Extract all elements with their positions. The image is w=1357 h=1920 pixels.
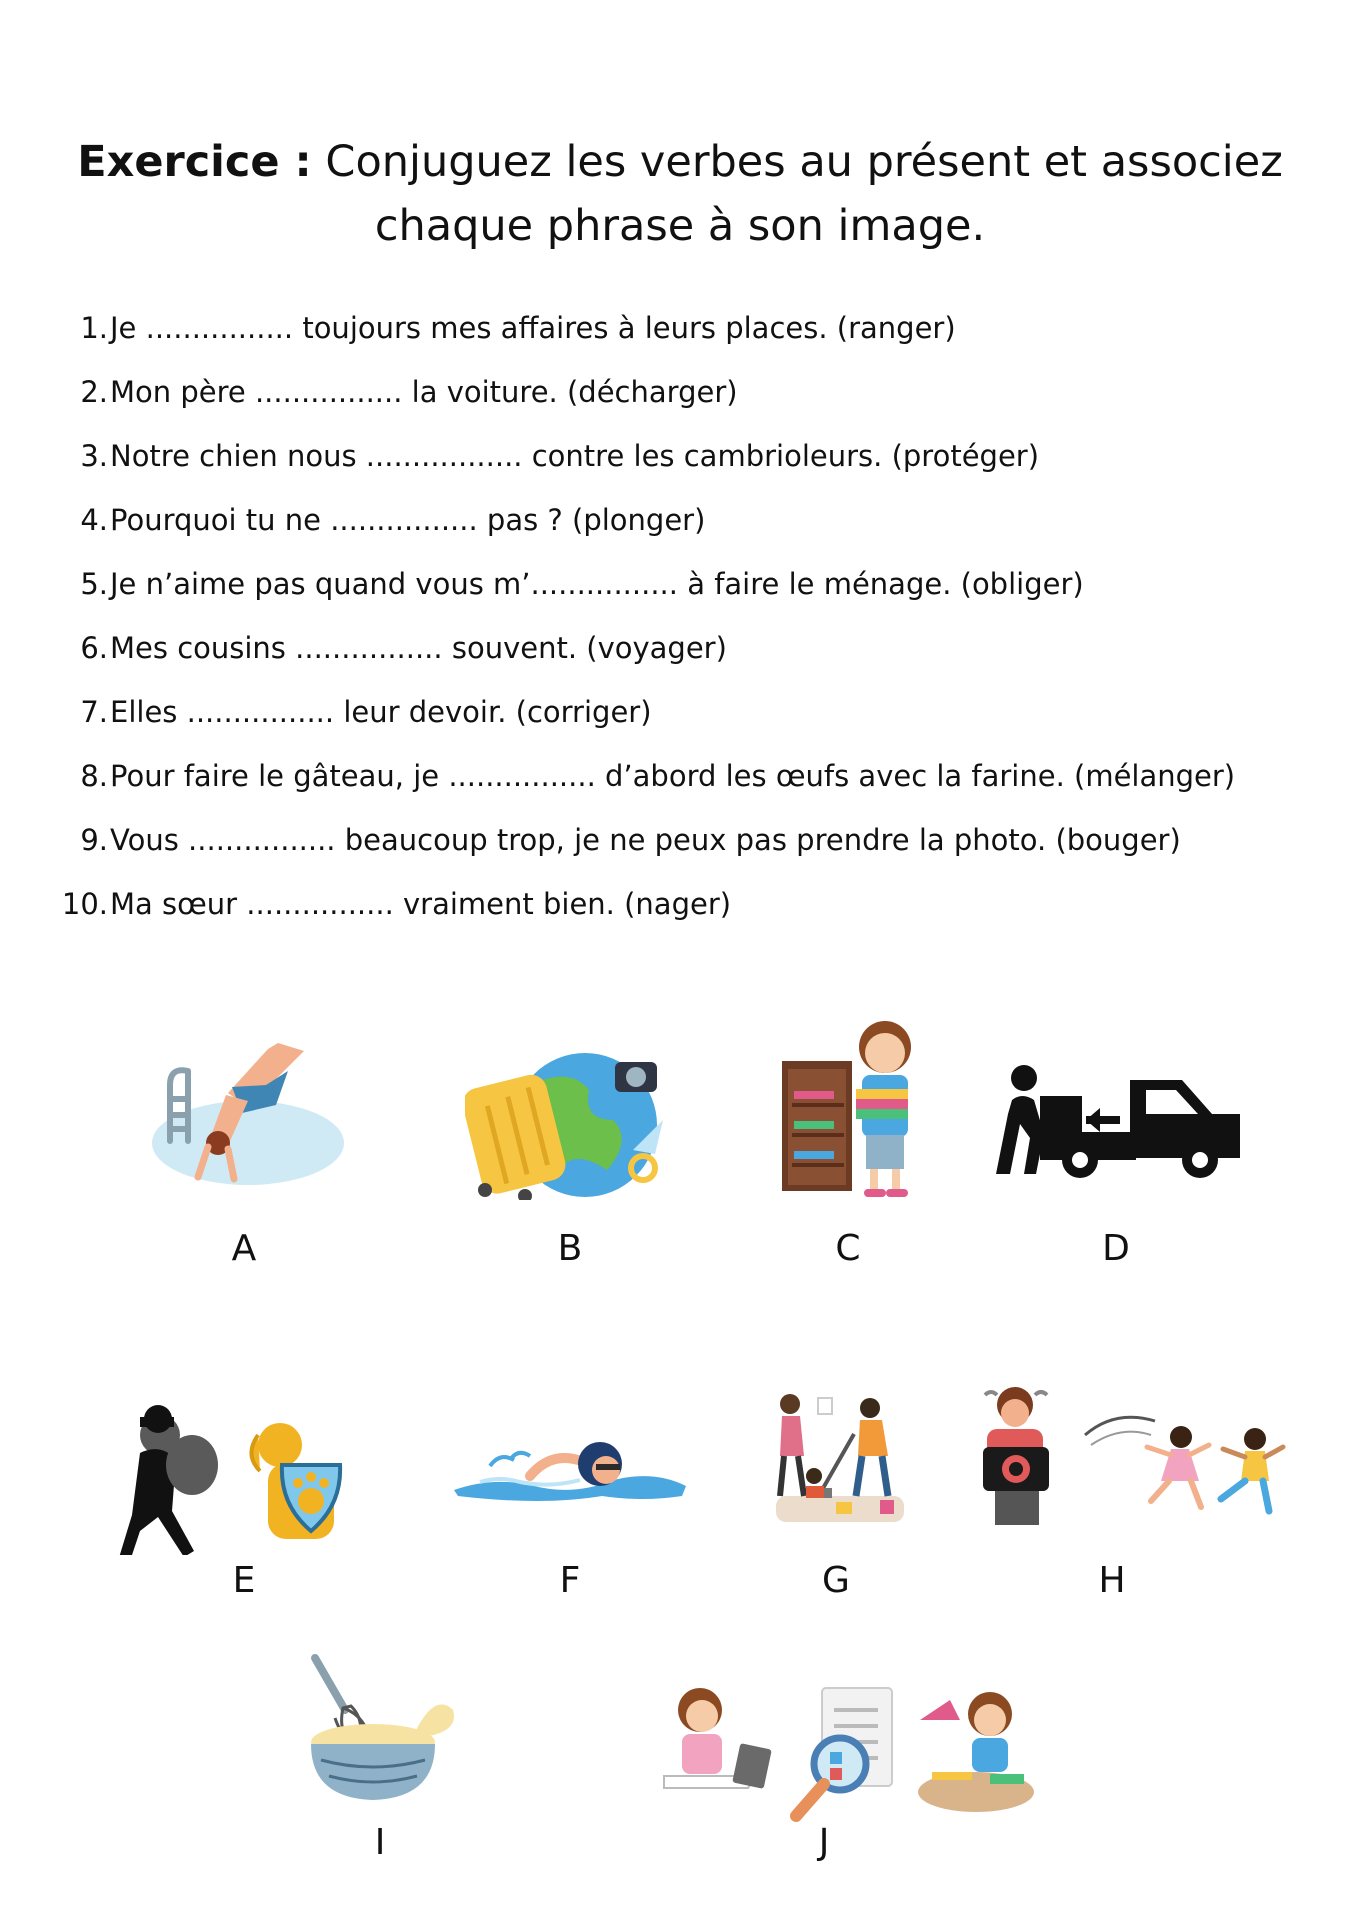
sentence-item bbox=[58, 424, 1318, 488]
image-letter-f: F bbox=[559, 1560, 581, 1601]
image-letter-g: G bbox=[822, 1560, 850, 1601]
sentence-number: 1. bbox=[80, 311, 108, 345]
sentence-text: Je ................ toujours mes affaires à leurs places. (ranger) bbox=[110, 311, 956, 345]
sentence-text: Mes cousins ................ souvent. (voyager) bbox=[110, 631, 727, 665]
sentence-number: 9. bbox=[80, 823, 108, 857]
sentence-item bbox=[58, 680, 1318, 744]
family-cleaning-icon bbox=[770, 1390, 910, 1525]
exercise-title bbox=[60, 130, 1300, 258]
sentence-text: Je n’aime pas quand vous m’................ à faire le ménage. (obliger) bbox=[110, 567, 1084, 601]
sentence-item bbox=[58, 808, 1318, 872]
sentence-list bbox=[58, 296, 1318, 936]
sentence-item bbox=[58, 360, 1318, 424]
sentence-item bbox=[58, 488, 1318, 552]
sentence-text: Mon père ................ la voiture. (décharger) bbox=[110, 375, 738, 409]
girl-tidying-clothes-icon bbox=[780, 1015, 920, 1200]
sentence-text: Ma sœur ................ vraiment bien. (nager) bbox=[110, 887, 732, 921]
sentence-text: Notre chien nous ................. contre les cambrioleurs. (protéger) bbox=[110, 439, 1040, 473]
thief-and-guard-dog-icon bbox=[100, 1405, 360, 1555]
students-correcting-homework-icon bbox=[660, 1680, 1040, 1840]
sentence-number: 3. bbox=[80, 439, 108, 473]
sentence-item bbox=[58, 296, 1318, 360]
sentence-item bbox=[58, 552, 1318, 616]
image-letter-i: I bbox=[374, 1822, 386, 1863]
image-letter-c: C bbox=[835, 1228, 861, 1269]
photographer-and-running-kids-icon bbox=[965, 1385, 1295, 1530]
sentence-text: Pourquoi tu ne ................ pas ? (plonger) bbox=[110, 503, 706, 537]
sentence-text: Vous ................ beaucoup trop, je ne peux pas prendre la photo. (bouger) bbox=[110, 823, 1181, 857]
unloading-truck-icon bbox=[990, 1060, 1245, 1180]
swimmer-icon bbox=[450, 1420, 690, 1510]
travel-globe-suitcase-icon bbox=[465, 1040, 675, 1200]
sentence-number: 4. bbox=[80, 503, 108, 537]
diving-person-icon bbox=[148, 1025, 348, 1200]
title-instruction: Conjuguez les verbes au présent et associez bbox=[325, 137, 1283, 187]
image-letter-e: E bbox=[232, 1560, 256, 1601]
sentence-number: 6. bbox=[80, 631, 108, 665]
image-letter-b: B bbox=[557, 1228, 583, 1269]
sentence-item bbox=[58, 744, 1318, 808]
title-instruction-line2: chaque phrase à son image. bbox=[374, 201, 986, 251]
sentence-number: 7. bbox=[80, 695, 108, 729]
sentence-item bbox=[58, 616, 1318, 680]
title-bold: Exercice : bbox=[77, 137, 312, 187]
sentence-number: 10. bbox=[61, 887, 108, 921]
image-letter-d: D bbox=[1102, 1228, 1130, 1269]
image-letter-j: J bbox=[818, 1822, 830, 1863]
sentence-text: Elles ................ leur devoir. (corriger) bbox=[110, 695, 652, 729]
sentence-number: 2. bbox=[80, 375, 108, 409]
sentence-number: 5. bbox=[80, 567, 108, 601]
sentence-number: 8. bbox=[80, 759, 108, 793]
image-letter-a: A bbox=[231, 1228, 257, 1269]
sentence-item bbox=[58, 872, 1318, 936]
image-letter-h: H bbox=[1098, 1560, 1126, 1601]
sentence-text: Pour faire le gâteau, je ................ d’abord les œufs avec la farine. (mélanger) bbox=[110, 759, 1236, 793]
whisk-mixing-bowl-icon bbox=[305, 1652, 465, 1804]
